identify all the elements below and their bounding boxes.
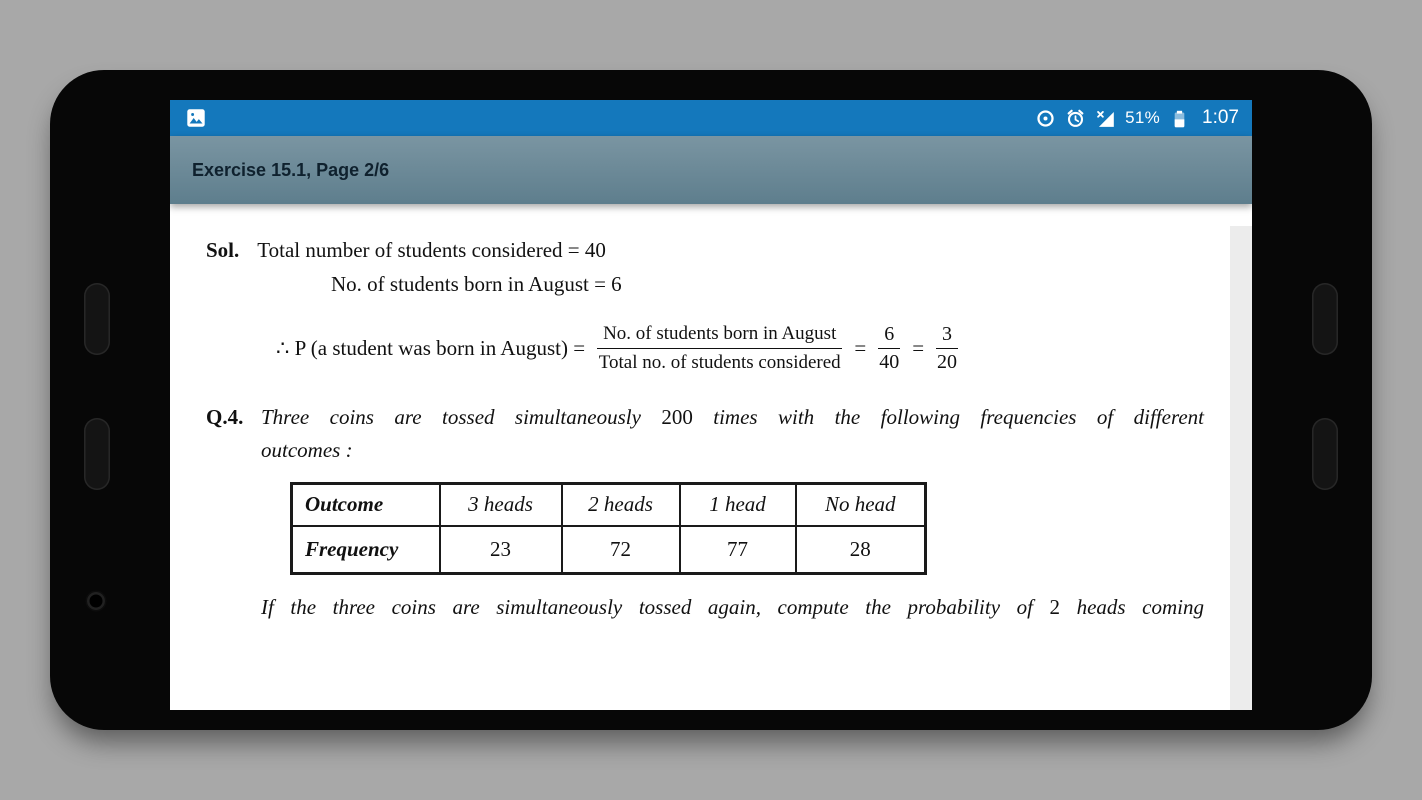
question-4 <box>206 401 1204 468</box>
table-cell-frequency: Frequency <box>292 526 440 574</box>
fraction-2-numerator: 3 <box>936 324 958 349</box>
table-cell-3-heads: 3 heads <box>440 484 562 526</box>
word-fraction-numerator: No. of students born in August <box>597 323 842 349</box>
status-bar-right <box>1035 107 1239 129</box>
question-4-label: Q.4. <box>206 404 244 429</box>
camera-dot <box>87 592 105 610</box>
table-cell-outcome: Outcome <box>292 484 440 526</box>
page-title: Exercise 15.1, Page 2/6 <box>192 159 390 180</box>
bezel-slot-right-top <box>1312 283 1338 355</box>
word-fraction-denominator: Total no. of students considered <box>598 352 841 374</box>
table-cell-freq-no-head: 28 <box>796 526 926 574</box>
table-cell-freq-2-heads: 72 <box>562 526 680 574</box>
continuation-part: heads coming <box>1060 595 1204 619</box>
fraction-1-numerator: 6 <box>878 324 900 349</box>
bezel-slot-right-bottom <box>1312 418 1338 490</box>
solution-line-1 <box>206 238 1204 263</box>
battery-icon <box>1169 108 1190 129</box>
page-right-gutter <box>1230 226 1252 710</box>
sol-text-1: Total number of students considered = 40 <box>257 238 606 262</box>
question-4-line-1 <box>261 401 1204 435</box>
clock-time: 1:07 <box>1202 107 1239 128</box>
phone-frame <box>50 70 1372 730</box>
fraction-3-20 <box>936 324 958 373</box>
status-bar[interactable] <box>170 100 1252 136</box>
question-4-text <box>261 401 1204 468</box>
question-4-line-2: outcomes : <box>261 438 353 463</box>
solution-line-2: No. of students born in August = 6 <box>331 272 622 296</box>
battery-percent: 51% <box>1125 108 1161 127</box>
cellular-no-signal-icon <box>1095 108 1116 129</box>
equation-prefix: ∴ P (a student was born in August) = <box>276 336 586 361</box>
q4-text-part: times with the following frequencies of different <box>692 404 1204 429</box>
table-cell-1-head: 1 head <box>680 484 796 526</box>
table-cell-2-heads: 2 heads <box>562 484 680 526</box>
app-bar <box>170 136 1252 204</box>
table-cell-no-head: No head <box>796 484 926 526</box>
document-viewport[interactable] <box>170 204 1252 710</box>
bezel-slot-left-bottom <box>84 418 110 490</box>
table-cell-freq-3-heads: 23 <box>440 526 562 574</box>
table-value-row <box>292 526 926 574</box>
bezel-slot-left-top <box>84 283 110 355</box>
alarm-clock-icon <box>1065 108 1086 129</box>
probability-equation <box>206 323 1204 375</box>
phone-screen <box>170 100 1252 710</box>
fraction-2-denominator: 20 <box>937 351 958 374</box>
continuation-number: 2 <box>1049 595 1061 619</box>
equals-sign: = <box>854 336 867 361</box>
equals-sign: = <box>912 336 925 361</box>
table-cell-freq-1-head: 77 <box>680 526 796 574</box>
sol-label: Sol. <box>206 238 240 262</box>
textbook-page <box>170 204 1252 620</box>
table-header-row <box>292 484 926 526</box>
q4-text-part: Three coins are tossed simultaneously <box>261 404 662 429</box>
question-4-continuation <box>261 595 1204 620</box>
fraction-6-40 <box>878 324 900 373</box>
frequency-table <box>290 482 927 575</box>
data-saver-icon <box>1035 108 1056 129</box>
continuation-part: If the three coins are simultaneously tossed again, compute the probability of <box>261 595 1050 619</box>
gallery-notification-icon <box>185 107 207 129</box>
q4-number: 200 <box>661 404 693 429</box>
fraction-1-denominator: 40 <box>879 351 900 374</box>
word-fraction <box>597 323 842 375</box>
